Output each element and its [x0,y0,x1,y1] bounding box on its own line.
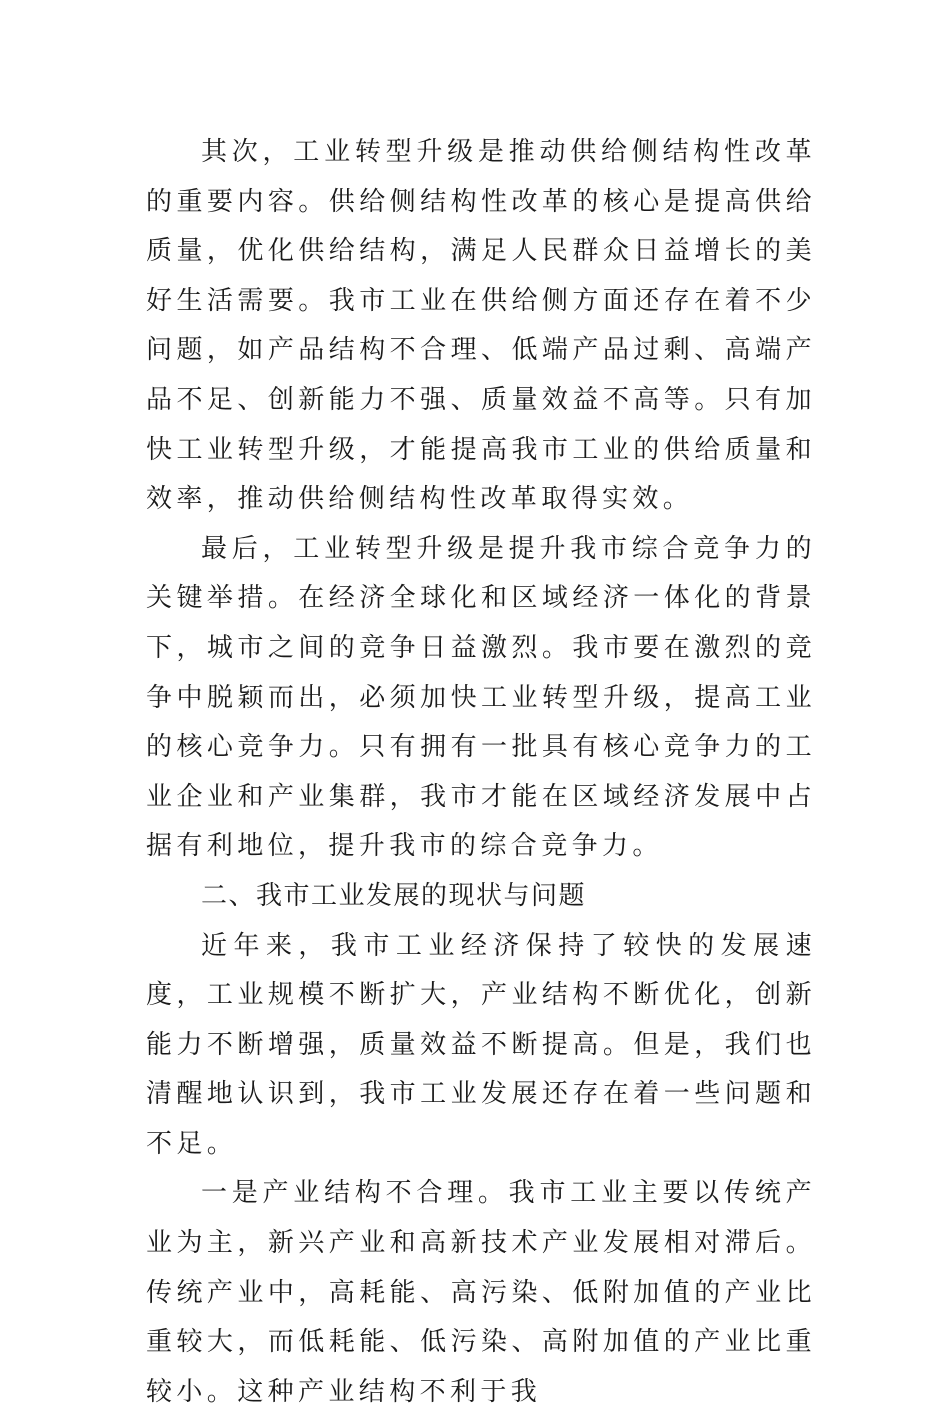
paragraph-supply-side-reform: 其次，工业转型升级是推动供给侧结构性改革的重要内容。供给侧结构性改革的核心是提高供给质量，优化供给结构，满足人民群众日益增长的美好生活需要。我市工业在供给侧方面还存在着不少问题，如产品结构不合理、低端产品过剩、高端产品不足、创新能力不强、质量效益不高等。只有加快工业转型升级，才能提高我市工业的供给质量和效率，推动供给侧结构性改革取得实效。 [146,137,816,515]
paragraph-competitiveness: 最后，工业转型升级是提升我市综合竞争力的关键举措。在经济全球化和区域经济一体化的背景下，城市之间的竞争日益激烈。我市要在激烈的竞争中脱颖而出，必须加快工业转型升级，提高工业的核心竞争力。只有拥有一批具有核心竞争力的工业企业和产业集群，我市才能在区域经济发展中占据有利地位，提升我市的综合竞争力。 [146,533,816,862]
document-body [146,128,816,1417]
paragraph-current-status: 近年来，我市工业经济保持了较快的发展速度，工业规模不断扩大，产业结构不断优化，创新能力不断增强，质量效益不断提高。但是，我们也清醒地认识到，我市工业发展还存在着一些问题和不足。 [146,930,816,1159]
paragraph-industrial-structure: 一是产业结构不合理。我市工业主要以传统产业为主，新兴产业和高新技术产业发展相对滞后。传统产业中，高耗能、高污染、低附加值的产业比重较大，而低耗能、低污染、高附加值的产业比重较小。这种产业结构不利于我 [146,1178,816,1407]
section-heading: 二、我市工业发展的现状与问题 [201,880,587,911]
